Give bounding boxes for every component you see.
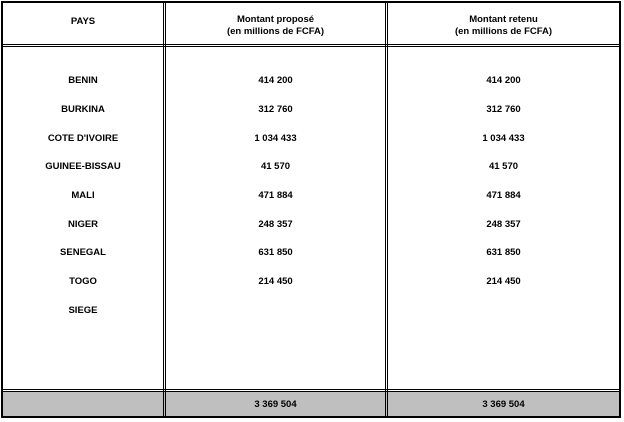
row-pays: BURKINA [61,104,105,115]
header-propose-unit: (en millions de FCFA) [226,26,325,37]
budget-table [1,1,621,418]
column-divider [385,3,388,416]
row-retenu: 631 850 [486,247,521,258]
row-retenu: 471 884 [486,190,521,201]
row-pays: NIGER [67,219,99,230]
row-propose: 631 850 [258,247,293,258]
row-propose: 214 450 [258,276,293,287]
row-pays: BENIN [68,75,98,86]
total-divider [3,389,619,392]
row-pays: TOGO [69,276,97,287]
row-retenu: 248 357 [486,219,521,230]
row-retenu: 214 450 [486,276,521,287]
total-retenu: 3 369 504 [482,399,525,410]
row-propose: 41 570 [260,161,291,172]
header-propose-title: Montant proposé [236,14,315,25]
row-pays: COTE D'IVOIRE [47,133,119,144]
row-propose: 312 760 [258,104,293,115]
header-montant-retenu [388,14,619,38]
row-retenu: 312 760 [486,104,521,115]
total-propose: 3 369 504 [254,399,297,410]
row-propose: 248 357 [258,219,293,230]
row-retenu: 1 034 433 [482,133,525,144]
header-retenu-title: Montant retenu [469,14,538,25]
header-retenu-unit: (en millions de FCFA) [454,26,553,37]
row-retenu: 414 200 [486,75,521,86]
header-montant-propose [166,14,385,38]
header-divider [3,44,619,47]
row-pays: MALI [71,190,95,201]
column-divider [163,3,166,416]
row-pays: SENEGAL [60,247,106,258]
row-propose: 471 884 [258,190,293,201]
row-retenu: 41 570 [488,161,519,172]
row-propose: 414 200 [258,75,293,86]
header-pays-label: PAYS [70,16,96,27]
header-pays [3,16,163,28]
row-pays: GUINEE-BISSAU [45,161,121,172]
row-propose: 1 034 433 [254,133,297,144]
row-pays: SIEGE [68,305,98,316]
